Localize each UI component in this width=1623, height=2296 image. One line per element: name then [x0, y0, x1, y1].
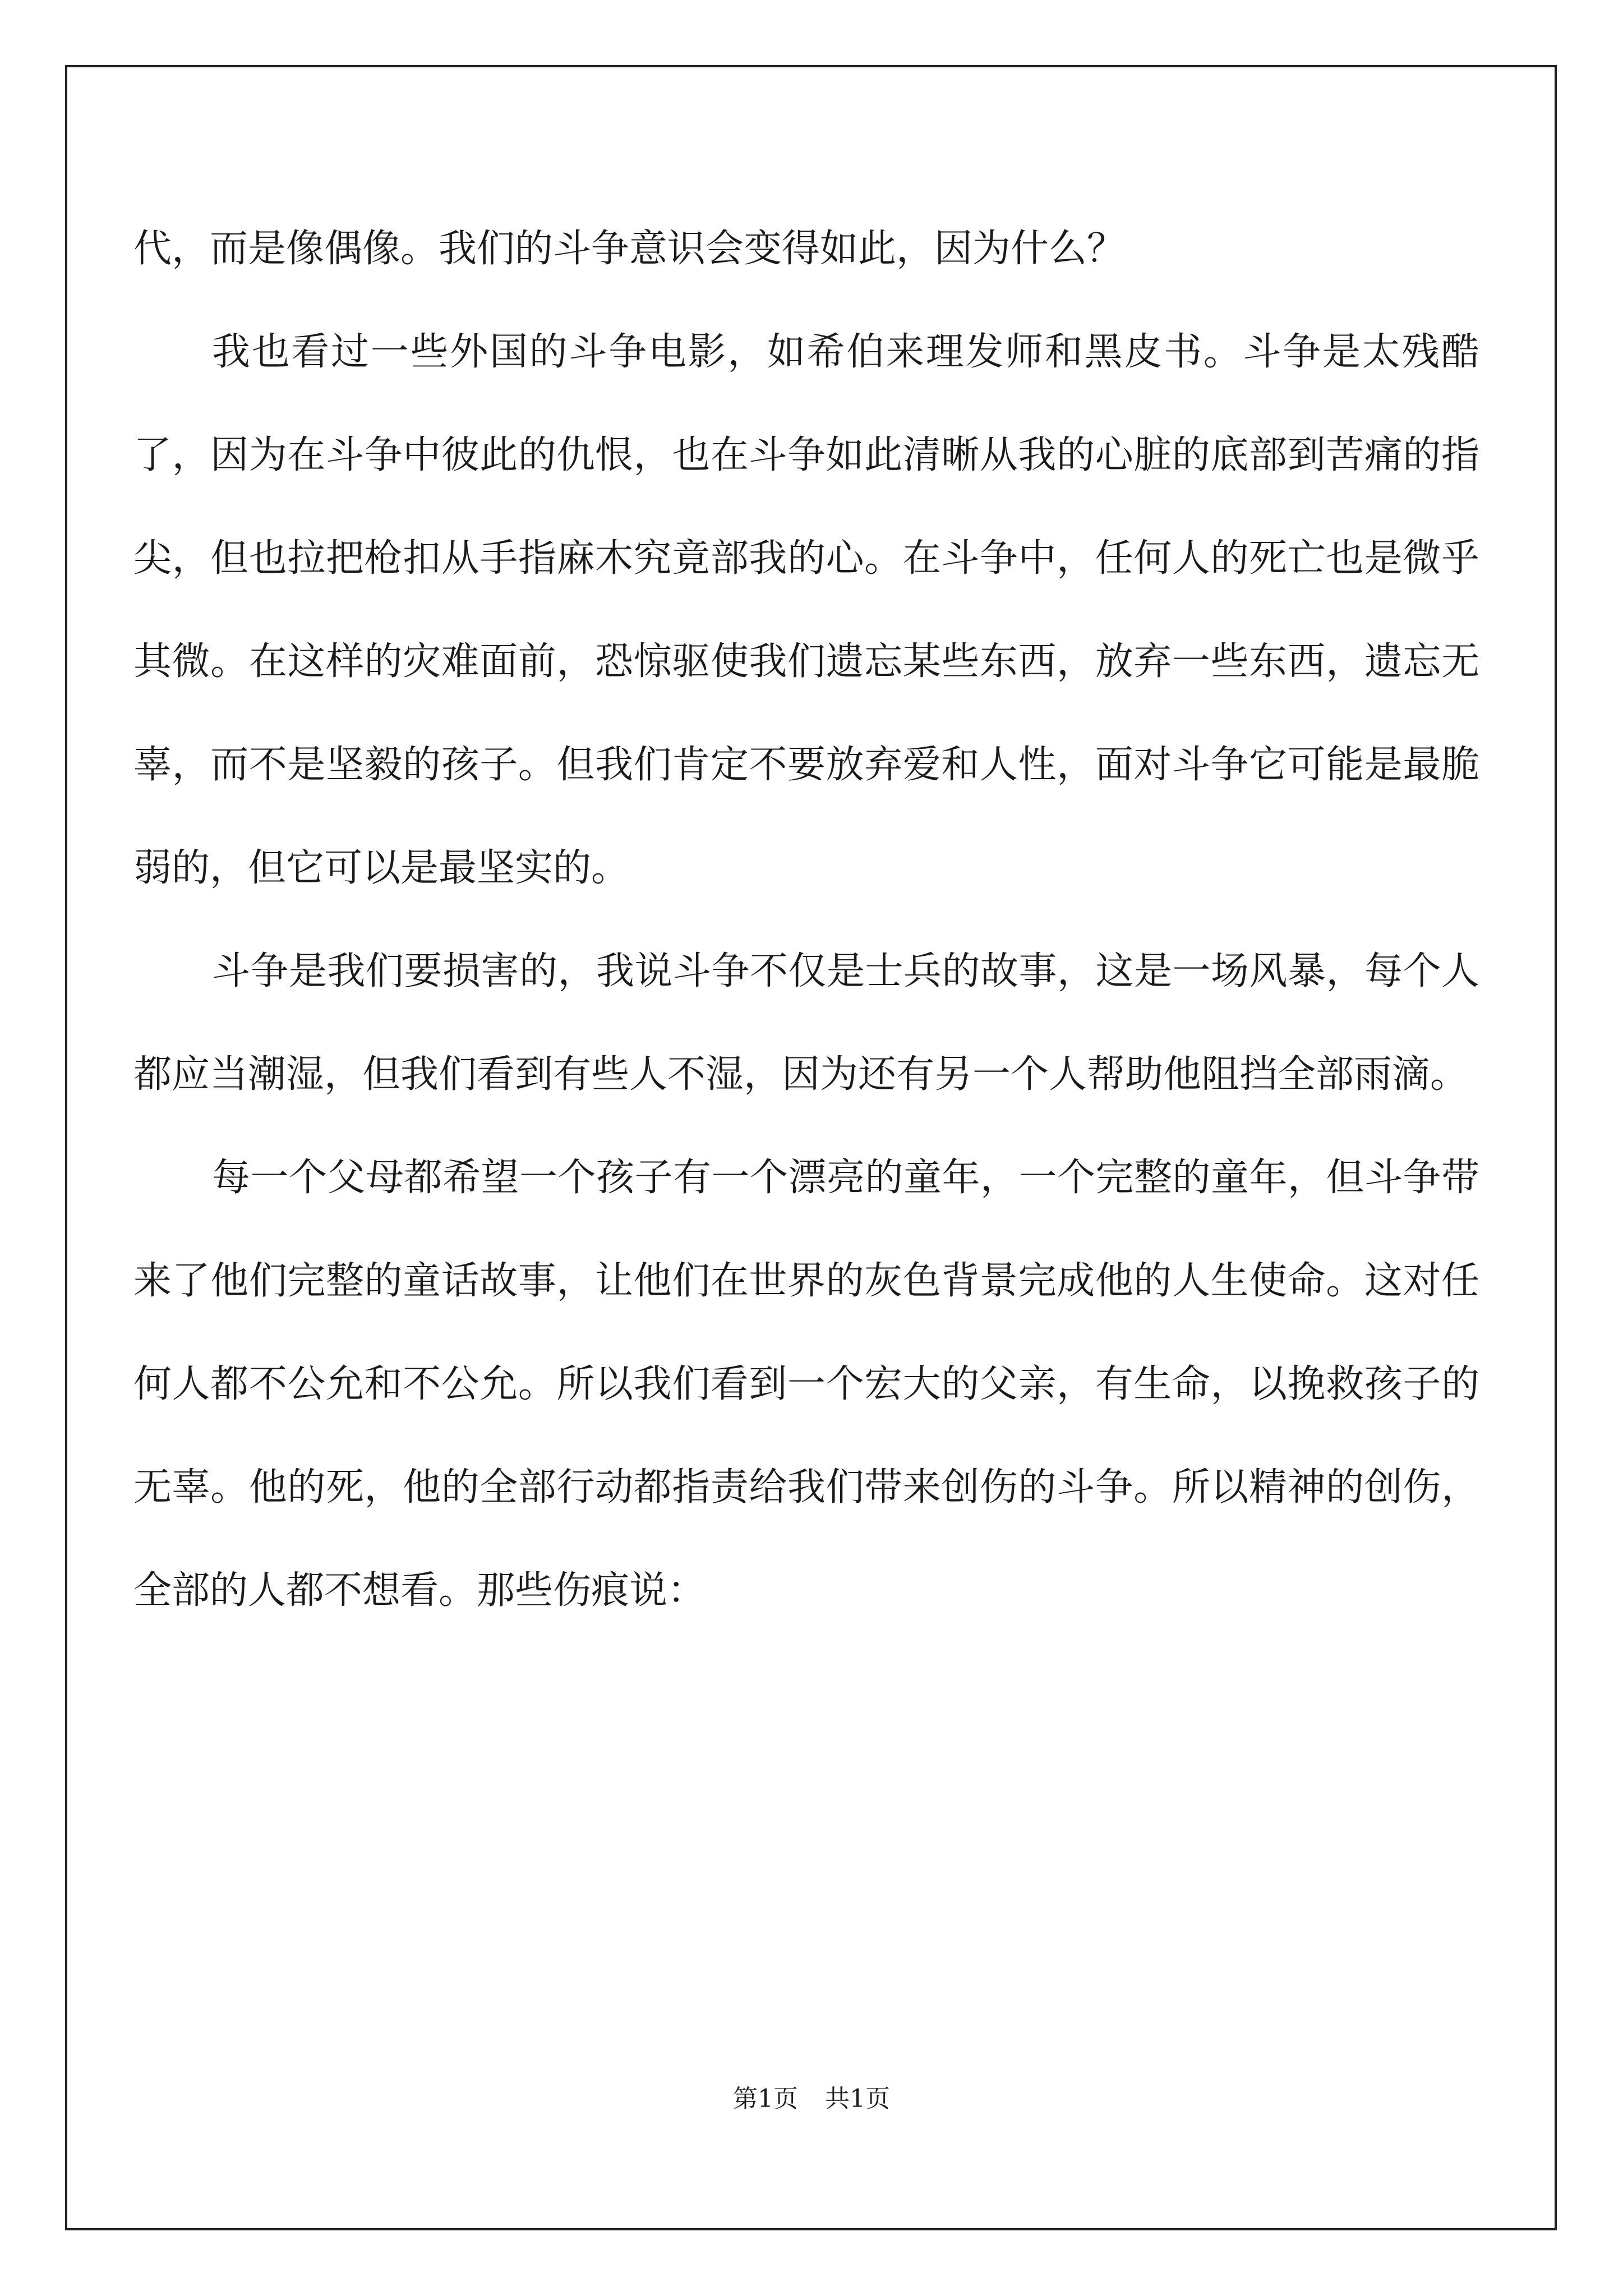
document-body: [133, 197, 1479, 1642]
page-total: 共1页: [825, 2085, 890, 2113]
paragraph-1: 代，而是像偶像。我们的斗争意识会变得如此，因为什么？: [133, 227, 1126, 271]
paragraph-3: 斗争是我们要损害的，我说斗争不仅是士兵的故事，这是一场风暴，每个人都应当潮湿，但我们看到有些人不湿，因为还有另一个人帮助他阻挡全部雨滴。: [133, 949, 1479, 1097]
paragraph-2: 我也看过一些外国的斗争电影，如希伯来理发师和黑皮书。斗争是太残酷了，因为在斗争中彼此的仇恨，也在斗争如此清晰从我的心脏的底部到苦痛的指尖，但也拉把枪扣从手指麻木究竟部我的心。在斗争中，任何人的死亡也是微乎其微。在这样的灾难面前，恐惊驱使我们遗忘某些东西，放弃一些东西，遗忘无辜，而不是坚毅的孩子。但我们肯定不要放弃爱和人性，面对斗争它可能是最脆弱的，但它可以是最坚实的。: [133, 330, 1479, 890]
page-number: 第1页: [733, 2085, 798, 2113]
paragraph-4: 每一个父母都希望一个孩子有一个漂亮的童年，一个完整的童年，但斗争带来了他们完整的童话故事，让他们在世界的灰色背景完成他的人生使命。这对任何人都不公允和不公允。所以我们看到一个宏大的父亲，有生命，以挽救孩子的无辜。他的死，他的全部行动都指责给我们带来创伤的斗争。所以精神的创伤，全部的人都不想看。那些伤痕说：: [133, 1156, 1479, 1613]
page-footer: [0, 2078, 1623, 2114]
